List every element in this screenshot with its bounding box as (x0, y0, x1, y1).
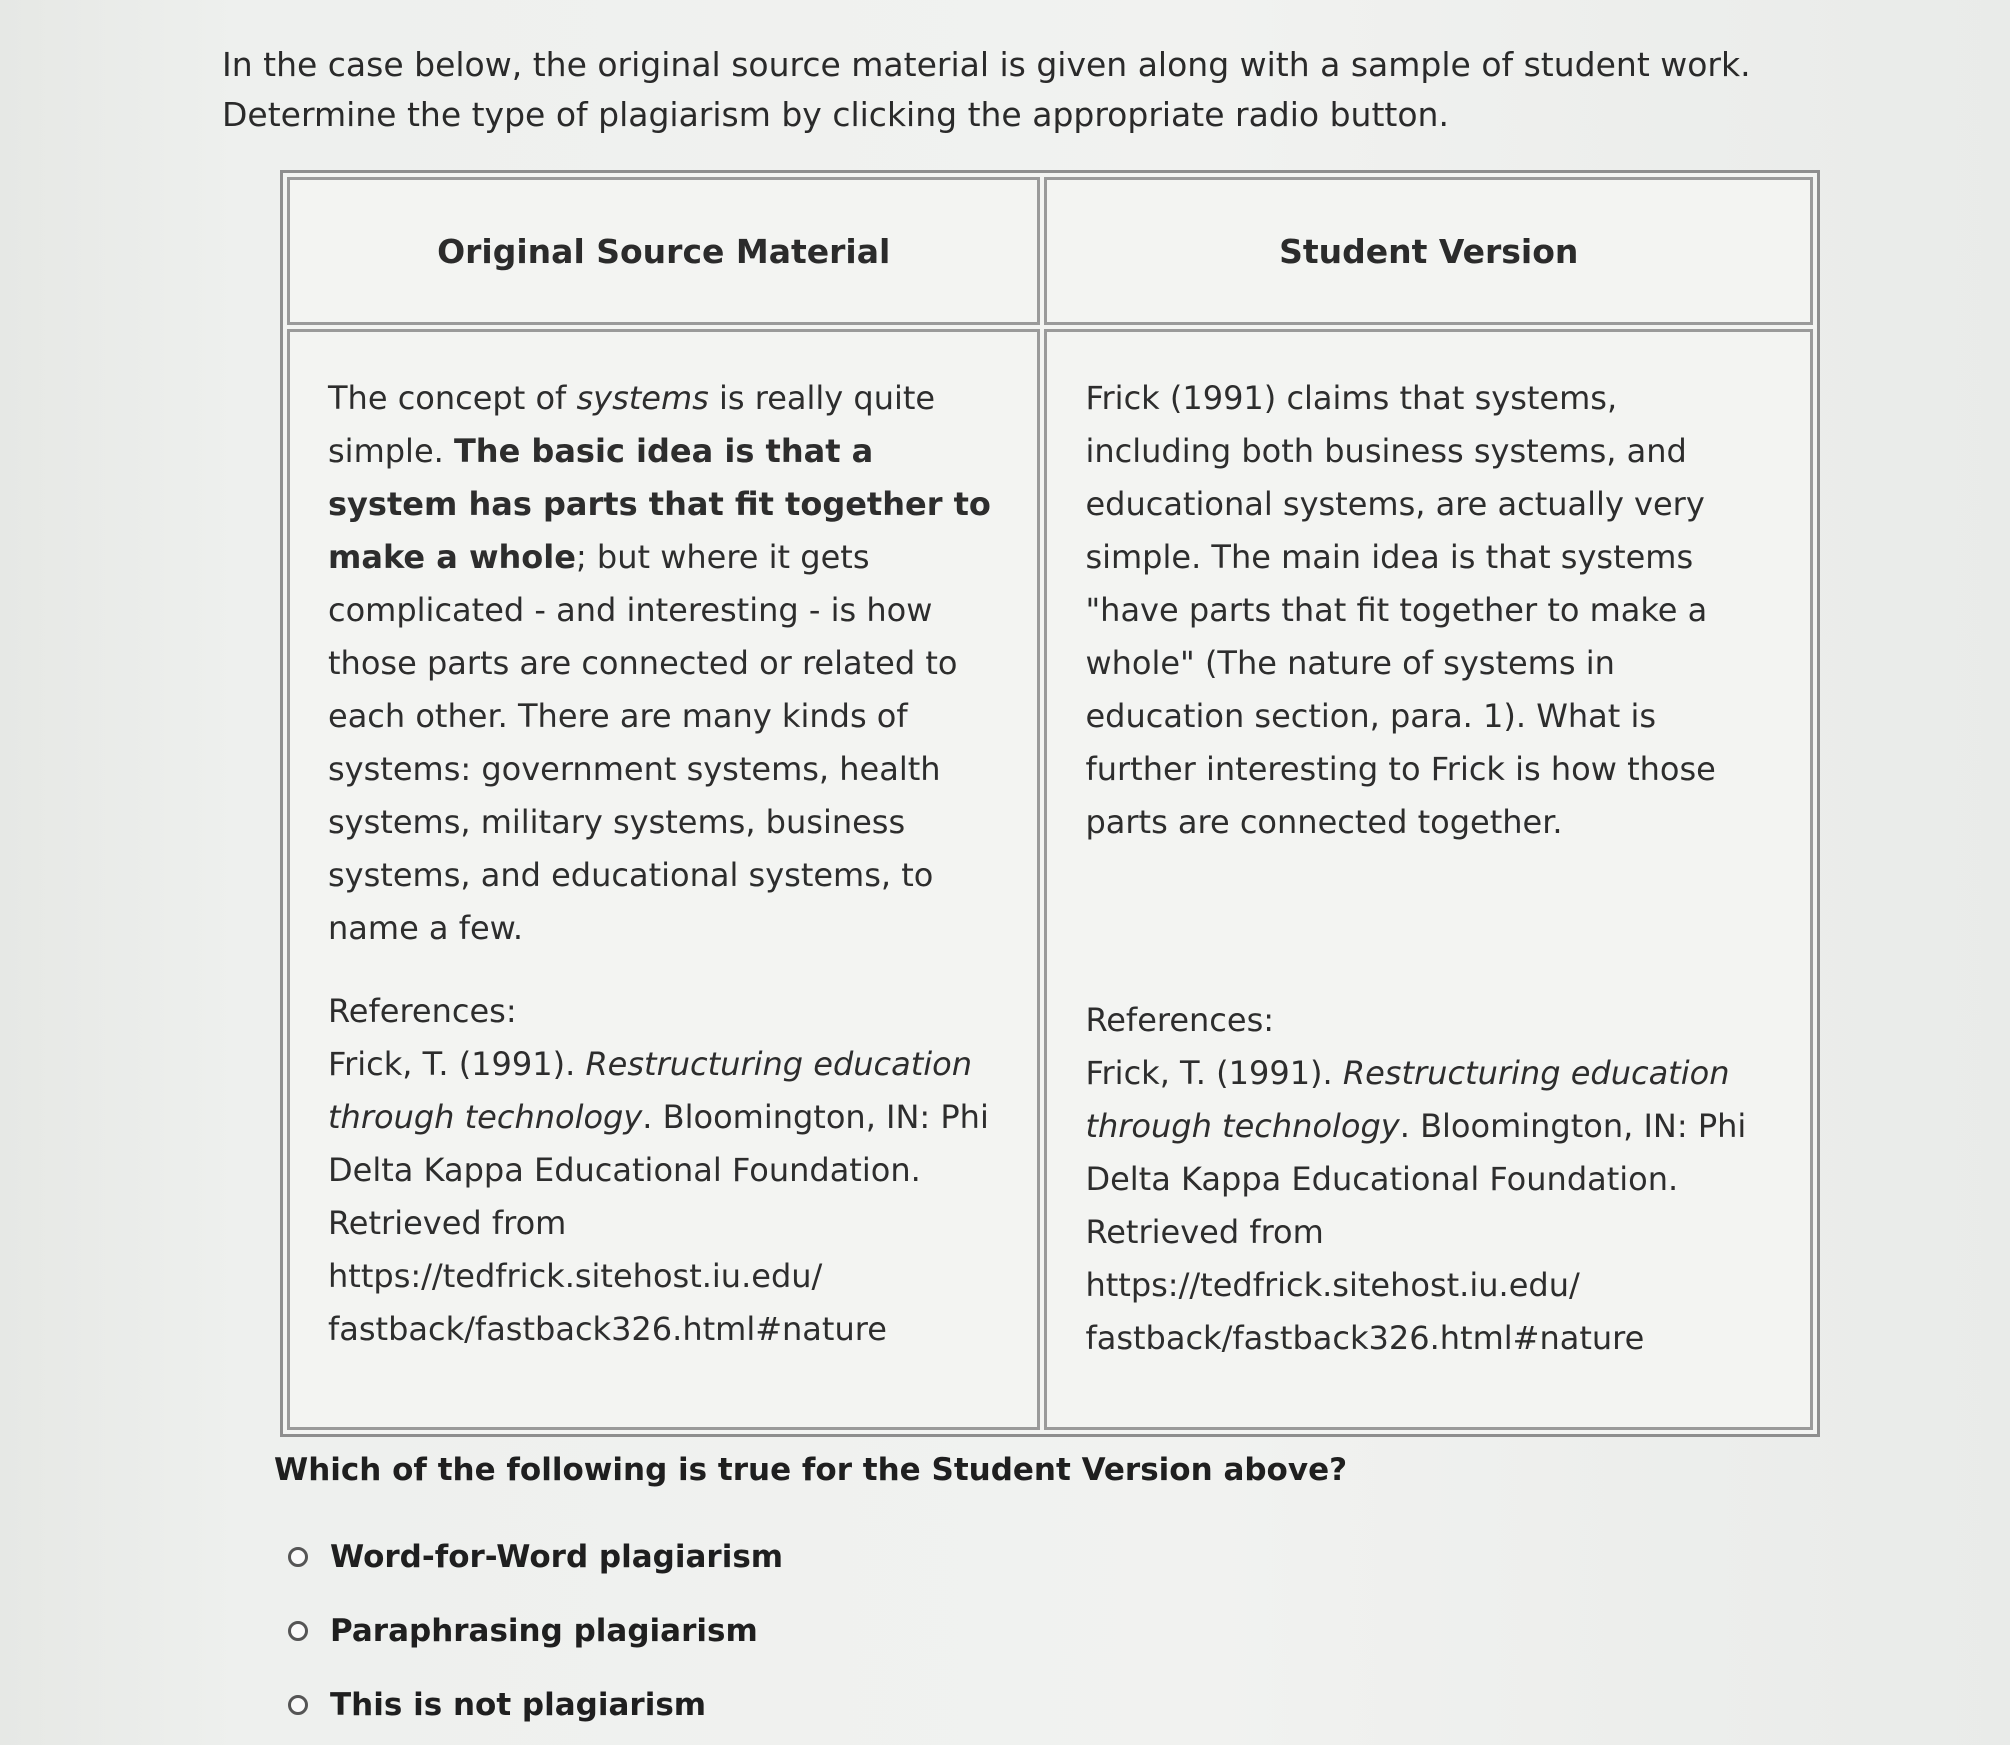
question-prompt: Which of the following is true for the Student Version above? (274, 1452, 1348, 1488)
instructions (222, 40, 1822, 140)
original-ref-url-2: fastback/fastback326.html#nature (328, 1310, 887, 1348)
option-not-plagiarism[interactable] (288, 1668, 783, 1742)
option-label: Word-for-Word plagiarism (330, 1539, 784, 1575)
option-paraphrasing[interactable] (288, 1594, 783, 1668)
original-source-cell (287, 329, 1040, 1430)
header-student: Student Version (1044, 177, 1813, 325)
original-reference-citation (328, 1038, 999, 1197)
student-ref-url-1: https://tedfrick.sitehost.iu.edu/ (1085, 1266, 1580, 1304)
student-ref-retrieved: Retrieved from (1085, 1213, 1324, 1251)
radio-button[interactable] (288, 1695, 308, 1715)
instructions-line-2: Determine the type of plagiarism by clicking the appropriate radio button. (222, 95, 1449, 134)
original-text-bold: The basic idea is that a system has parts that fit together to make a whole (328, 432, 991, 576)
original-references-label: References: (328, 992, 517, 1030)
original-ref-retrieved: Retrieved from (328, 1204, 567, 1242)
student-version-cell (1044, 329, 1813, 1430)
answer-options (288, 1520, 783, 1742)
option-label: This is not plagiarism (330, 1687, 707, 1723)
original-ref-publisher: . Bloomington, IN: Phi Delta Kappa Educational Foundation. (328, 1098, 989, 1189)
option-label: Paraphrasing plagiarism (330, 1613, 758, 1649)
student-ref-url-2: fastback/fastback326.html#nature (1085, 1319, 1645, 1357)
instructions-line-1: In the case below, the original source material is given along with a sample of student work. (222, 45, 1751, 84)
student-passage: Frick (1991) claims that systems, including both business systems, and educational systems, are actually very simple. The main idea is that systems "have parts that fit together to make a whole" (The nature of systems in education section, para. 1). What is further interesting to Frick is how those parts are connected together. (1085, 379, 1716, 841)
student-ref-publisher: . Bloomington, IN: Phi Delta Kappa Educational Foundation. (1085, 1107, 1747, 1198)
student-references-label: References: (1085, 1001, 1275, 1039)
radio-button[interactable] (288, 1621, 308, 1641)
original-passage (328, 372, 999, 955)
original-references (328, 985, 999, 1356)
table-header-row (287, 177, 1813, 325)
header-original: Original Source Material (287, 177, 1040, 325)
table-body-row (287, 329, 1813, 1430)
original-text-part-3: is really quite simple. (328, 379, 936, 470)
student-reference-citation (1085, 1047, 1772, 1206)
radio-button[interactable] (288, 1547, 308, 1567)
original-ref-title: Restructuring education through technology (328, 1045, 973, 1136)
student-ref-title: Restructuring education through technology (1085, 1054, 1730, 1145)
comparison-table (280, 170, 1820, 1437)
student-references (1085, 994, 1772, 1365)
original-text-part-5: ; but where it gets complicated - and interesting - is how those parts are connected or related to each other. There are many kinds of systems: government systems, health systems, military systems, business systems, and educational systems, to name a few. (328, 538, 958, 947)
student-ref-author: Frick, T. (1991). (1085, 1054, 1343, 1092)
original-ref-url-1: https://tedfrick.sitehost.iu.edu/ (328, 1257, 823, 1295)
original-text-part-1: The concept of (328, 379, 577, 417)
option-word-for-word[interactable] (288, 1520, 783, 1594)
original-text-italic: systems (576, 379, 709, 417)
original-ref-author: Frick, T. (1991). (328, 1045, 586, 1083)
